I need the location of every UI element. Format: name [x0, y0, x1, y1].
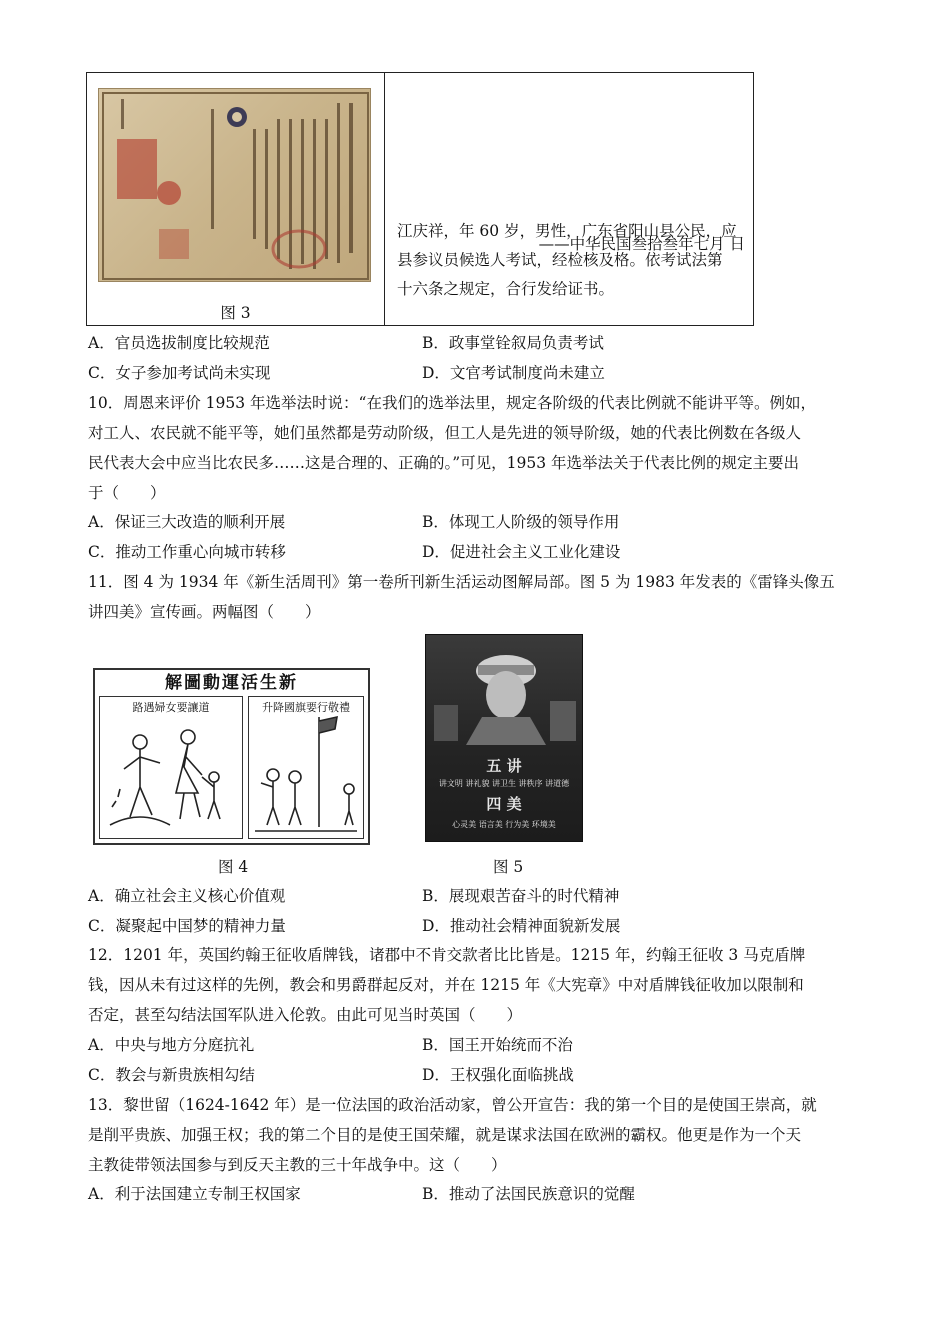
people-walking-icon — [100, 697, 241, 837]
question-10-line: 10．周恩来评价 1953 年选举法时说：“在我们的选举法里，规定各阶级的代表比例就不能讲平等。例如， — [88, 394, 816, 412]
figure-4-title: 解圖動運活生新 — [165, 673, 298, 693]
figure-5-caption: 图 5 — [493, 858, 524, 876]
question-10-line: 民代表大会中应当比农民多……这是合理的、正确的。”可见，1953 年选举法关于代表比例的规定主要出 — [88, 454, 800, 472]
option-d: D．促进社会主义工业化建设 — [422, 543, 621, 561]
option-d: D．推动社会精神面貌新发展 — [422, 917, 621, 935]
option-a: A．中央与地方分庭抗礼 — [88, 1036, 255, 1054]
question-11-line: 11．图 4 为 1934 年《新生活周刊》第一卷所刊新生活运动图解局部。图 5 为 1983 年发表的《雷锋头像五 — [88, 573, 835, 591]
figure-5-line-1: 讲文明 讲礼貌 讲卫生 讲秩序 讲道德 — [438, 779, 570, 788]
question-13-line: 是削平贵族、加强王权；我的第二个目的是使王国荣耀，就是谋求法国在欧洲的霸权。他更是作为一个天 — [88, 1126, 802, 1144]
question-10-line: 对工人、农民就不能平等，她们虽然都是劳动阶级，但工人是先进的领导阶级，她的代表比例数在各级人 — [88, 424, 802, 442]
option-d: D．王权强化面临挑战 — [422, 1066, 574, 1084]
option-c: C．推动工作重心向城市转移 — [88, 543, 286, 561]
figure-4-right-label: 升降國旗要行敬禮 — [262, 701, 350, 714]
question-10-line: 于（ ） — [88, 484, 166, 502]
question-12-line: 钱，因从未有过这样的先例，教会和男爵群起反对，并在 1215 年《大宪章》中对盾牌钱征收加以限制和 — [88, 976, 804, 994]
option-c: C．凝聚起中国梦的精神力量 — [88, 917, 286, 935]
certificate-photo-icon — [98, 88, 371, 282]
question-13-line: 主教徒带领法国参与到反天主教的三十年战争中。这（ ） — [88, 1156, 507, 1174]
option-a: A．官员选拔制度比较规范 — [88, 334, 270, 352]
option-b: B．推动了法国民族意识的觉醒 — [422, 1185, 635, 1203]
option-c: C．女子参加考试尚未实现 — [88, 364, 271, 382]
certificate-image-icon — [99, 89, 371, 282]
figure-3-caption: 图 3 — [220, 304, 251, 322]
flag-salute-icon — [249, 697, 362, 837]
question-12-line: 否定，甚至勾结法国军队进入伦敦。由此可见当时英国（ ） — [88, 1006, 523, 1024]
figure-4-right-panel — [248, 696, 364, 839]
figure-4-left-panel — [99, 696, 243, 839]
option-b: B．政事堂铨叙局负责考试 — [422, 334, 604, 352]
certificate-signature: ——中华民国叁拾叁年七月 日 — [538, 235, 745, 253]
figure-3-table — [86, 72, 754, 326]
option-a: A．确立社会主义核心价值观 — [88, 887, 286, 905]
certificate-text — [397, 145, 747, 304]
option-d: D．文官考试制度尚未建立 — [422, 364, 605, 382]
portrait-icon — [426, 635, 583, 745]
figure-5-title-top: 五 讲 — [486, 757, 522, 775]
figure-4 — [93, 668, 370, 845]
question-13-line: 13．黎世留（1624-1642 年）是一位法国的政治活动家，曾公开宣告：我的第一个目的是使国王崇高，就 — [88, 1096, 817, 1114]
figure-4-caption: 图 4 — [218, 858, 249, 876]
option-b: B．国王开始统而不治 — [422, 1036, 573, 1054]
figure-5-title-bottom: 四 美 — [486, 795, 522, 813]
option-a: A．利于法国建立专制王权国家 — [88, 1185, 301, 1203]
figure-4-left-label: 路遇婦女要讓道 — [132, 701, 210, 714]
option-a: A．保证三大改造的顺利开展 — [88, 513, 286, 531]
question-11-line: 讲四美》宣传画。两幅图（ ） — [88, 603, 321, 621]
certificate-line: 十六条之规定，合行发给证书。 — [397, 280, 615, 298]
option-c: C．教会与新贵族相勾结 — [88, 1066, 255, 1084]
figure-5 — [425, 634, 583, 842]
figure-5-line-2: 心灵美 语言美 行为美 环境美 — [452, 820, 556, 829]
option-b: B．展现艰苦奋斗的时代精神 — [422, 887, 620, 905]
question-12-line: 12．1201 年，英国约翰王征收盾牌钱，诸郡中不肯交款者比比皆是。1215 年，约翰王征收 3 马克盾牌 — [88, 946, 806, 964]
certificate-line: 江庆祥，年 60 岁，男性，广东省阳山县公民，应 — [397, 222, 737, 240]
table-divider — [384, 73, 385, 325]
option-b: B．体现工人阶级的领导作用 — [422, 513, 620, 531]
certificate-line: 县参议员候选人考试，经检核及格。依考试法第 — [397, 251, 723, 269]
